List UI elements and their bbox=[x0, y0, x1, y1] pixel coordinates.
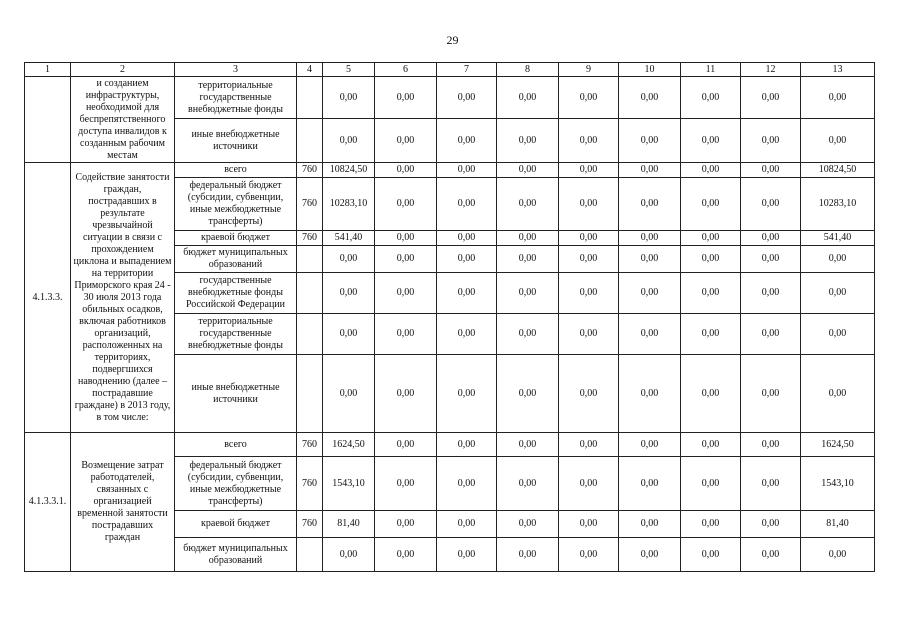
value-cell: 0,00 bbox=[619, 178, 681, 231]
value-cell: 0,00 bbox=[375, 246, 437, 273]
table-row bbox=[25, 77, 875, 119]
budget-code-cell: 760 bbox=[297, 231, 323, 246]
funding-source: краевой бюджет bbox=[175, 231, 297, 246]
value-cell: 0,00 bbox=[801, 314, 875, 355]
column-header-11: 11 bbox=[681, 63, 741, 77]
value-cell: 0,00 bbox=[801, 119, 875, 163]
value-cell: 10824,50 bbox=[801, 163, 875, 178]
value-cell: 0,00 bbox=[323, 119, 375, 163]
budget-code-cell bbox=[297, 314, 323, 355]
value-cell: 0,00 bbox=[497, 163, 559, 178]
value-cell: 0,00 bbox=[497, 538, 559, 572]
value-cell: 0,00 bbox=[741, 314, 801, 355]
funding-source: бюджет муниципальных образований bbox=[175, 538, 297, 572]
value-cell: 0,00 bbox=[497, 511, 559, 538]
value-cell: 0,00 bbox=[681, 433, 741, 457]
value-cell: 0,00 bbox=[323, 273, 375, 314]
header-row bbox=[25, 63, 875, 77]
value-cell: 0,00 bbox=[801, 246, 875, 273]
budget-code-cell bbox=[297, 119, 323, 163]
value-cell: 0,00 bbox=[437, 178, 497, 231]
value-cell: 10283,10 bbox=[801, 178, 875, 231]
value-cell: 0,00 bbox=[741, 119, 801, 163]
value-cell: 0,00 bbox=[741, 457, 801, 511]
value-cell: 0,00 bbox=[559, 355, 619, 433]
value-cell: 0,00 bbox=[437, 511, 497, 538]
budget-code-cell bbox=[297, 77, 323, 119]
value-cell: 0,00 bbox=[437, 538, 497, 572]
funding-source: федеральный бюджет (субсидии, субвенции, иные межбюджетные трансферты) bbox=[175, 178, 297, 231]
value-cell: 0,00 bbox=[801, 355, 875, 433]
budget-code-cell: 760 bbox=[297, 511, 323, 538]
value-cell: 0,00 bbox=[619, 433, 681, 457]
value-cell: 0,00 bbox=[559, 163, 619, 178]
budget-code-cell bbox=[297, 273, 323, 314]
value-cell: 0,00 bbox=[497, 314, 559, 355]
value-cell: 0,00 bbox=[375, 433, 437, 457]
value-cell: 81,40 bbox=[323, 511, 375, 538]
value-cell: 0,00 bbox=[741, 163, 801, 178]
value-cell: 0,00 bbox=[437, 163, 497, 178]
value-cell: 0,00 bbox=[741, 77, 801, 119]
table-row bbox=[25, 163, 875, 178]
value-cell: 1543,10 bbox=[323, 457, 375, 511]
value-cell: 0,00 bbox=[801, 273, 875, 314]
value-cell: 0,00 bbox=[375, 314, 437, 355]
funding-source: краевой бюджет bbox=[175, 511, 297, 538]
value-cell: 0,00 bbox=[741, 433, 801, 457]
column-header-9: 9 bbox=[559, 63, 619, 77]
funding-source: территориальные государственные внебюджетные фонды bbox=[175, 77, 297, 119]
value-cell: 541,40 bbox=[801, 231, 875, 246]
value-cell: 0,00 bbox=[681, 273, 741, 314]
value-cell: 0,00 bbox=[375, 178, 437, 231]
value-cell: 0,00 bbox=[681, 77, 741, 119]
column-header-3: 3 bbox=[175, 63, 297, 77]
budget-code-cell: 760 bbox=[297, 457, 323, 511]
value-cell: 0,00 bbox=[375, 457, 437, 511]
funding-source: иные внебюджетные источники bbox=[175, 119, 297, 163]
column-header-10: 10 bbox=[619, 63, 681, 77]
value-cell: 0,00 bbox=[375, 163, 437, 178]
value-cell: 0,00 bbox=[681, 163, 741, 178]
value-cell: 0,00 bbox=[559, 178, 619, 231]
value-cell: 1543,10 bbox=[801, 457, 875, 511]
value-cell: 0,00 bbox=[681, 231, 741, 246]
value-cell: 0,00 bbox=[681, 246, 741, 273]
value-cell: 0,00 bbox=[323, 538, 375, 572]
value-cell: 0,00 bbox=[375, 511, 437, 538]
budget-code-cell bbox=[297, 538, 323, 572]
value-cell: 0,00 bbox=[437, 231, 497, 246]
budget-code-cell bbox=[297, 246, 323, 273]
value-cell: 0,00 bbox=[437, 77, 497, 119]
value-cell: 0,00 bbox=[681, 538, 741, 572]
value-cell: 10283,10 bbox=[323, 178, 375, 231]
column-header-1: 1 bbox=[25, 63, 71, 77]
column-header-13: 13 bbox=[801, 63, 875, 77]
value-cell: 0,00 bbox=[497, 178, 559, 231]
value-cell: 0,00 bbox=[619, 231, 681, 246]
value-cell: 0,00 bbox=[559, 77, 619, 119]
value-cell: 0,00 bbox=[619, 457, 681, 511]
value-cell: 10824,50 bbox=[323, 163, 375, 178]
value-cell: 0,00 bbox=[559, 314, 619, 355]
budget-code-cell: 760 bbox=[297, 433, 323, 457]
column-header-5: 5 bbox=[323, 63, 375, 77]
value-cell: 0,00 bbox=[559, 119, 619, 163]
funding-source: всего bbox=[175, 433, 297, 457]
value-cell: 0,00 bbox=[437, 457, 497, 511]
value-cell: 0,00 bbox=[741, 355, 801, 433]
value-cell: 1624,50 bbox=[323, 433, 375, 457]
value-cell: 0,00 bbox=[437, 246, 497, 273]
value-cell: 0,00 bbox=[681, 457, 741, 511]
funding-source: иные внебюджетные источники bbox=[175, 355, 297, 433]
value-cell: 0,00 bbox=[559, 231, 619, 246]
table-body bbox=[25, 77, 875, 572]
value-cell: 0,00 bbox=[681, 119, 741, 163]
value-cell: 0,00 bbox=[741, 178, 801, 231]
value-cell: 0,00 bbox=[681, 314, 741, 355]
value-cell: 0,00 bbox=[323, 314, 375, 355]
value-cell: 0,00 bbox=[801, 77, 875, 119]
value-cell: 0,00 bbox=[375, 355, 437, 433]
value-cell: 0,00 bbox=[559, 511, 619, 538]
value-cell: 0,00 bbox=[437, 273, 497, 314]
item-name: Содействие занятости граждан, пострадавших в результате чрезвычайной ситуации в связи с прохождением циклона и выпадением на территории Приморского края 24 - 30 июля 2013 года обильных осадков, включая работников организаций, расположенных на территориях, подвергшихся наводнению (далее – пострадавшие граждане) в 2013 году, в том числе: bbox=[71, 163, 175, 433]
value-cell: 0,00 bbox=[619, 119, 681, 163]
value-cell: 0,00 bbox=[619, 77, 681, 119]
value-cell: 0,00 bbox=[619, 163, 681, 178]
page-number: 29 bbox=[446, 33, 459, 47]
value-cell: 0,00 bbox=[559, 433, 619, 457]
value-cell: 0,00 bbox=[437, 119, 497, 163]
item-code: 4.1.3.3.1. bbox=[25, 433, 71, 572]
column-header-8: 8 bbox=[497, 63, 559, 77]
value-cell: 0,00 bbox=[741, 538, 801, 572]
value-cell: 0,00 bbox=[619, 538, 681, 572]
value-cell: 0,00 bbox=[741, 231, 801, 246]
value-cell: 0,00 bbox=[497, 231, 559, 246]
value-cell: 0,00 bbox=[497, 433, 559, 457]
value-cell: 0,00 bbox=[681, 178, 741, 231]
budget-code-cell bbox=[297, 355, 323, 433]
value-cell: 0,00 bbox=[437, 433, 497, 457]
value-cell: 0,00 bbox=[619, 273, 681, 314]
value-cell: 541,40 bbox=[323, 231, 375, 246]
value-cell: 0,00 bbox=[375, 273, 437, 314]
value-cell: 0,00 bbox=[559, 273, 619, 314]
budget-code-cell: 760 bbox=[297, 163, 323, 178]
value-cell: 0,00 bbox=[497, 77, 559, 119]
value-cell: 0,00 bbox=[681, 511, 741, 538]
value-cell: 0,00 bbox=[375, 77, 437, 119]
value-cell: 0,00 bbox=[497, 273, 559, 314]
value-cell: 0,00 bbox=[619, 314, 681, 355]
budget-code-cell: 760 bbox=[297, 178, 323, 231]
value-cell: 0,00 bbox=[497, 246, 559, 273]
value-cell: 0,00 bbox=[801, 538, 875, 572]
value-cell: 0,00 bbox=[559, 538, 619, 572]
value-cell: 0,00 bbox=[375, 119, 437, 163]
column-header-6: 6 bbox=[375, 63, 437, 77]
funding-source: территориальные государственные внебюджетные фонды bbox=[175, 314, 297, 355]
value-cell: 0,00 bbox=[619, 511, 681, 538]
column-header-12: 12 bbox=[741, 63, 801, 77]
value-cell: 0,00 bbox=[323, 355, 375, 433]
value-cell: 0,00 bbox=[619, 246, 681, 273]
value-cell: 81,40 bbox=[801, 511, 875, 538]
column-header-4: 4 bbox=[297, 63, 323, 77]
funding-source: государственные внебюджетные фонды Российской Федерации bbox=[175, 273, 297, 314]
item-name: Возмещение затрат работодателей, связанных с организацией временной занятости пострадавших граждан bbox=[71, 433, 175, 572]
value-cell: 0,00 bbox=[741, 511, 801, 538]
value-cell: 0,00 bbox=[497, 457, 559, 511]
column-header-7: 7 bbox=[437, 63, 497, 77]
value-cell: 0,00 bbox=[741, 273, 801, 314]
funding-source: всего bbox=[175, 163, 297, 178]
value-cell: 0,00 bbox=[681, 355, 741, 433]
value-cell: 0,00 bbox=[375, 538, 437, 572]
value-cell: 1624,50 bbox=[801, 433, 875, 457]
item-code bbox=[25, 77, 71, 163]
value-cell: 0,00 bbox=[619, 355, 681, 433]
column-header-2: 2 bbox=[71, 63, 175, 77]
value-cell: 0,00 bbox=[559, 246, 619, 273]
item-name: и созданием инфраструктуры, необходимой для беспрепятственного доступа инвалидов к созданным рабочим местам bbox=[71, 77, 175, 163]
funding-source: бюджет муниципальных образований bbox=[175, 246, 297, 273]
value-cell: 0,00 bbox=[497, 119, 559, 163]
value-cell: 0,00 bbox=[375, 231, 437, 246]
value-cell: 0,00 bbox=[437, 355, 497, 433]
table-row bbox=[25, 433, 875, 457]
value-cell: 0,00 bbox=[323, 246, 375, 273]
value-cell: 0,00 bbox=[323, 77, 375, 119]
budget-table bbox=[24, 62, 875, 572]
value-cell: 0,00 bbox=[559, 457, 619, 511]
value-cell: 0,00 bbox=[437, 314, 497, 355]
funding-source: федеральный бюджет (субсидии, субвенции, иные межбюджетные трансферты) bbox=[175, 457, 297, 511]
item-code: 4.1.3.3. bbox=[25, 163, 71, 433]
value-cell: 0,00 bbox=[497, 355, 559, 433]
value-cell: 0,00 bbox=[741, 246, 801, 273]
